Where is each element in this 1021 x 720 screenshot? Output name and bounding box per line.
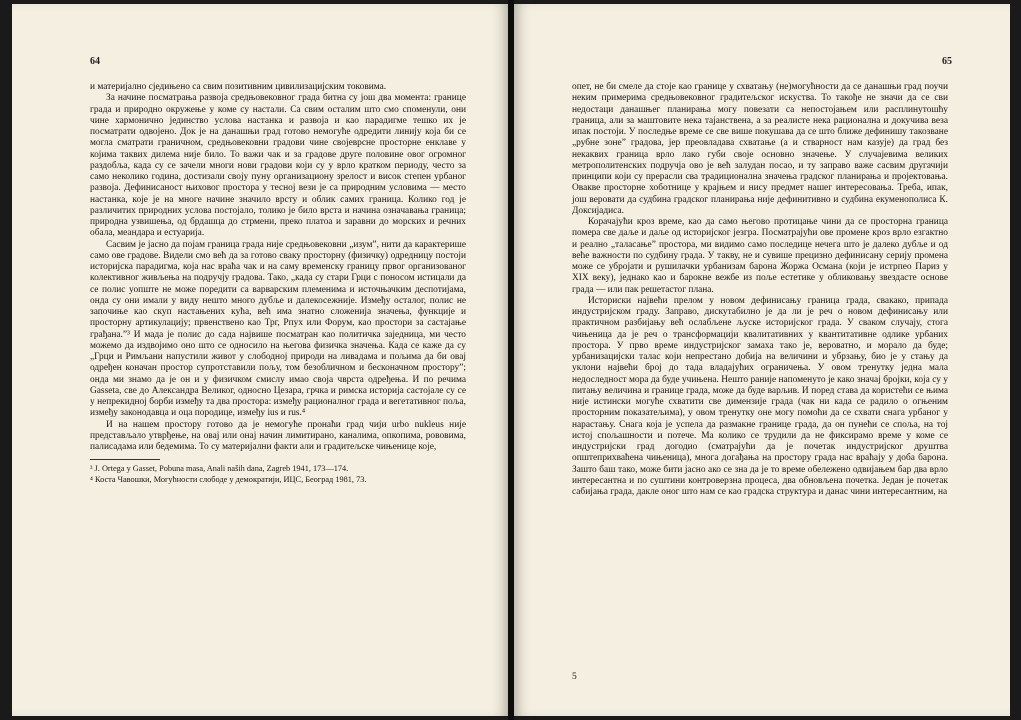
footnote: ⁴ Коста Чавошки, Могућности слободе у демократији, ИЦС, Београд 1981, 73. xyxy=(90,474,367,484)
paragraph: и материјално сједињено са свим позитивним цивилизацијским токовима. xyxy=(90,82,387,92)
paragraph: Историски највећи прелом у новом дефинисању граница града, свакако, припада индустријском граду. Заправо, дискутабилно је да ли је реч о новом дефинисању или практичном разбијању већ ослабљене љуске историјског града. У сваком случају, стога чињеница да је реч о трансформацији квалитативних у квантитативне одлике урбаних простора. У прво време индустријског замаха тако је, вероватно, и морало да буде; урбанизацијски талас који непрестано добија на величини и убрзању, био је у стању да уклони највећи број до тада владајућих ограничења. У овом тренутку једна мала недоследност мора да буде учињена. Нешто раније напоменуто је како значај бројки, која су у питању величина и границе града, може да буде варљив. И поред става да користећи се њима није истински могуће схватити све димензије града (чак ни када се радило о огњеним просторним показатељима), у овом тренутку оне могу помоћи да се схвати снага урбаног у нарастању. Снага која је успела да размакне границе града, да он пунећи се споља, на тој истој спољашности и потече. Ма колико се трудили да не фиксирамо време у коме се индустријски град догодио (сматрајући да је почетак индустријског друштва општеприхваћена чињеница), многа догађања на простору града нас враћају у доба барона. Зашто баш тако, може бити јасно ако се зна да је то време обележено одвијањем бар два врло интересантна и по суштини контроверзна процеса, два обновљена почетка. Један је почетак сабијања града, дакле оног што нам се као градска структура и данас чини интересантним, на xyxy=(572,295,948,497)
paragraph: За начине посматрања развоја средњовековног града битна су још два момента: границе града и природно окружење у коме су настали. Са свим осталим што смо споменули, они чине хармонично јединство услова настанка и развоја и као парадигме тешко их је посматрати одвојено. Док је на данашњи град готово немогуће одредити линију која би се могла сматрати граничном, средњовековни градови чине својеврсне просторне енклаве у којима таквих дилема није било. То важи чак и за градове друге половине овог огромног раздобља, када су се зачели многи нови градови који су у врло кратком периоду, често за само неколико година, достизали своју пуну организациону зрелост и висок степен урбаног развоја. Дефинисаност њиховог простора у тесној вези је са природним условима — место настанка, које је на многе начине значило врсту и облик самих граница. Колико год је различитих природних услова постојало, толико је било врста и начина означавања граница; природна узвишења, од брдашца до стрмени, преко платоа и заравни до морских и речних обала, меандара и естуарија. xyxy=(90,93,466,239)
left-page xyxy=(12,4,508,716)
footnote-rule xyxy=(90,459,160,460)
page-number-left: 64 xyxy=(90,56,100,67)
left-page-text xyxy=(90,82,466,485)
paragraph: опет, не би смеле да стоје као границе у схватању (не)могућности да се данашњи град поучи неким примерима средњовековног градитељског искуства. То такође не значи да се сви недостаци данашњег планирања могу повезати са непостојањем или расплинутошћу граница, али за маштовите нека тајанствена, а за реалисте нека рационална и докучива веза ипак постоји. У последње време се све више покушава да се што ближе дефинишу такозване „рубне зоне” градова, јер преовладава схватање (а и стварност нам казује) да град без некаквих граница врло лако губи своје основно значење. У случајевима великих метрополитенских подручја ово је већ залудан посао, и ту заправо важе сасвим другачији принципи који су прерасли сва традиционална значења градског планирања и пројектовања. Овакве просторне хоботнице у крајњем и нису предмет нашег интересовања. Треба, ипак, још веровати да судбина градског планирања није дефинитивно и судбина екуменополиса К. Доксијадиса. xyxy=(572,82,948,216)
page-number-right: 65 xyxy=(942,56,952,67)
paragraph: Сасвим је јасно да појам граница града није средњовековни „изум”, нити да карактерише само ове градове. Видели смо већ да за готово сваку просторну (физичку) одредницу постоји историјска парадигма, која нас враћа чак и на саму временску границу првог организованог колективног живљења на подручју градова. Тако, „када су стари Грци с поносом истицали да се полис уопште не може поредити са варварским племенима и источњачким деспотијама, онда су они имали у виду нешто много дубље и далекосежније. Између осталог, полис не започиње као скуп настањених кућа, већ има знатно сложенија значења, функције и просторну артикулацију; првенствено као Трг, Рпух или Форум, као простори за састајање грађана.”³ И мада је полис до сада највише посматран као политичка заједница, ми често можемо да издвојимо оно што се односило на његова физичка значења. Када се каже да су „Грци и Римљани напустили живот у слободној природи на ливадама и пољима да би овај одређен коначан простор супротставили пољу, том безобличном и бесконачном простору”; онда ми знамо да је он и у физичком смислу имао своја чврста одређења. И по речима Gasseta, све до Александра Великог, односно Цезара, грчка и римска историја састојале су се у непрекидној борби између та два простора: између рационалног града и вегетативног поља, између законодавца и оца породице, између ius и rus.⁴ xyxy=(90,239,466,419)
signature-mark: 5 xyxy=(572,672,577,682)
footnote: ³ J. Ortega y Gasset, Pobuna masa, Anali naših dana, Zagreb 1941, 173—174. xyxy=(90,464,349,474)
right-page xyxy=(514,4,1010,716)
paragraph: И на нашем простору готово да је немогуће пронаћи град чији urbo nukleus није представљало утврђење, на овај или онај начин лимитирано, каналима, опкопима, рововима, палисадама или бедемима. То су материјални факти али и градитељске чињенице које, xyxy=(90,419,466,452)
right-page-text xyxy=(572,82,948,498)
paragraph: Корачајући кроз време, као да само његово протицање чини да се просторна граница помера све даље и даље од историјског језгра. Посматрајући ове промене кроз врло езгактно и реално „таласање” простора, ми видимо само последице нечега што је далеко дубље и од веће важности по судбину града. У такву, не и сувише прецизно дефинисану серију промена може се убројати и рушилачки урбанизам барона Жоржа Османа (који је истрпео Париз у XIX веку), једнако као и барокне вежбе из поље естетике у обликовању звездасте основе града — или пак решетастог плана. xyxy=(572,217,948,295)
